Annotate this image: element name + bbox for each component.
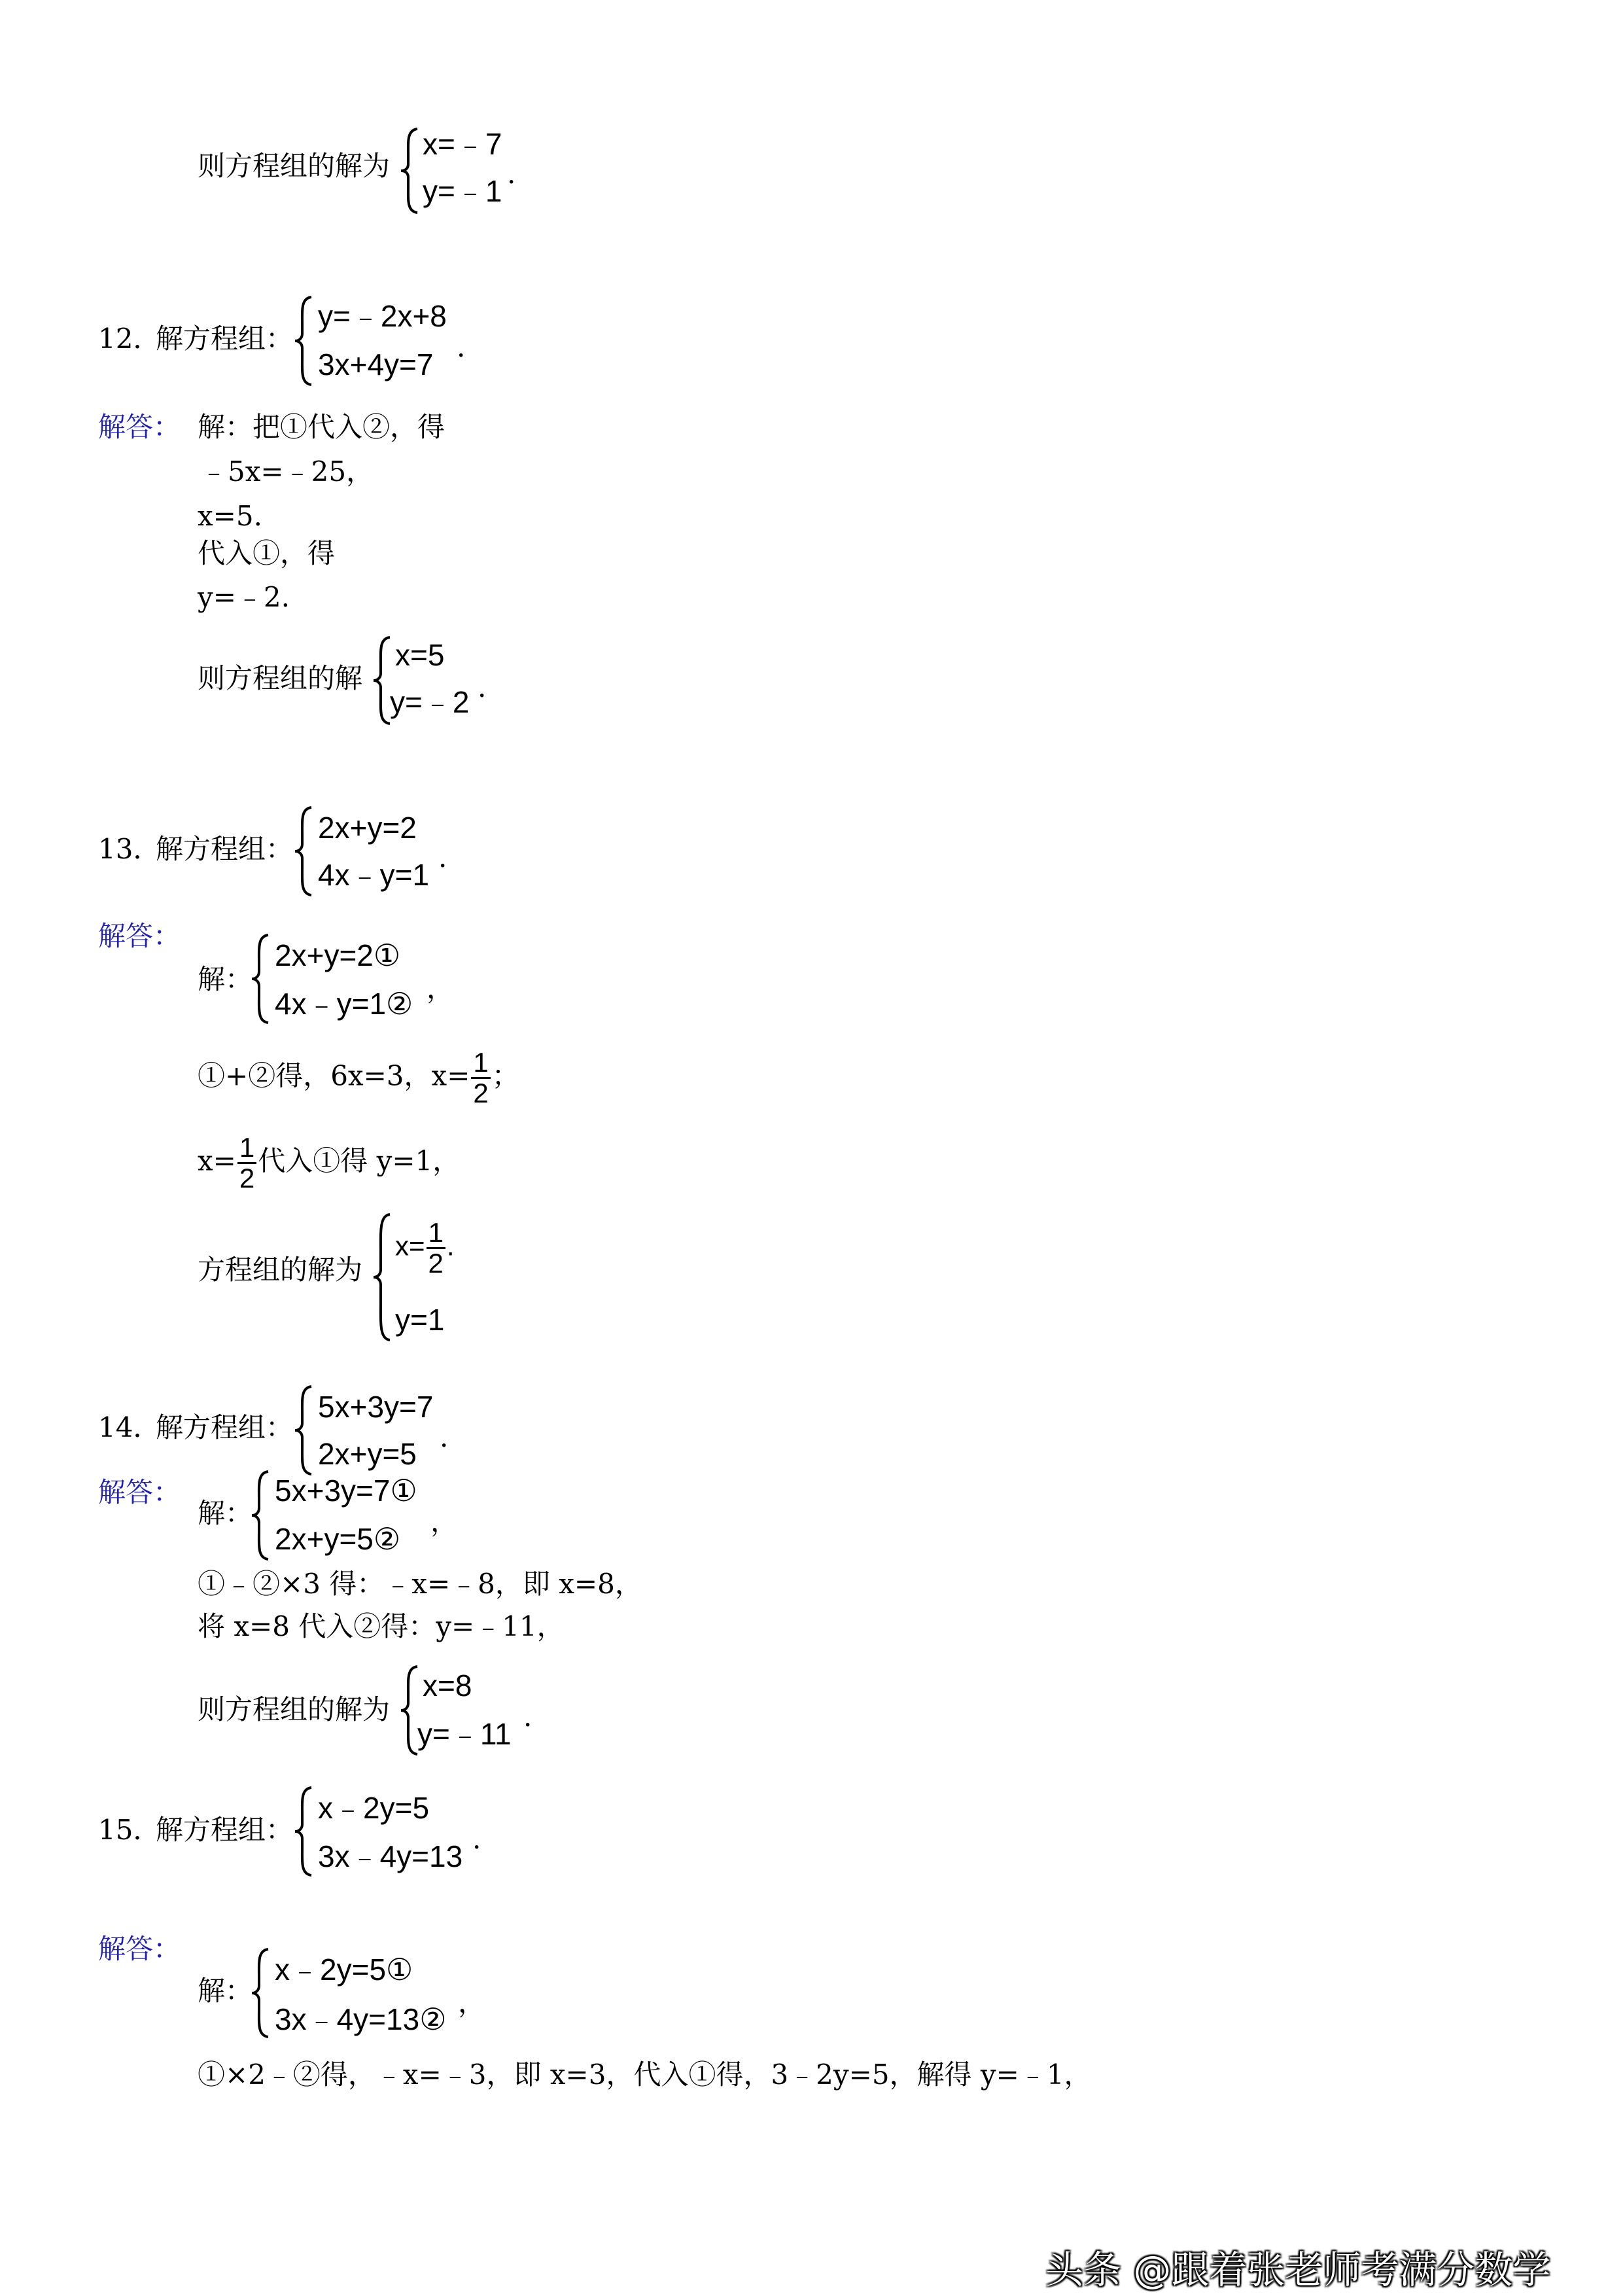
equation-row: 5x+3y=7 xyxy=(318,1390,434,1424)
solution-conclusion: 方程组的解为 xyxy=(198,1254,363,1286)
solution-prefix: 解： xyxy=(198,1975,253,2007)
answer-label: 解答： xyxy=(98,920,181,952)
brace-icon xyxy=(292,805,315,898)
solution-conclusion: 则方程组的解 xyxy=(198,662,363,694)
solution-conclusion: 则方程组的解为 xyxy=(198,1693,391,1725)
brace-icon xyxy=(249,1947,272,2040)
semicolon: ； xyxy=(491,1059,519,1092)
period: . xyxy=(472,1823,481,1855)
problem-stem: 解方程组： xyxy=(156,1814,294,1846)
equation-system xyxy=(292,1384,462,1477)
equation-system xyxy=(370,1212,514,1343)
period: . xyxy=(446,1230,455,1262)
equation-text: x= xyxy=(395,1230,425,1262)
solution-line: 将 x=8 代入②得：y=﹣11， xyxy=(198,1610,565,1642)
equation-system xyxy=(292,805,462,898)
period: . xyxy=(478,671,487,703)
equation-row: 2x+y=2 xyxy=(318,811,417,845)
equation-row: 4x﹣y=1 xyxy=(318,858,430,892)
fraction xyxy=(237,1133,256,1193)
problem-stem: 解方程组： xyxy=(156,833,294,865)
numerator: 1 xyxy=(237,1133,256,1164)
watermark: 头条 @跟着张老师考满分数学 xyxy=(1045,2248,1551,2292)
equation-row: y=﹣1 xyxy=(423,174,502,208)
equation-row: y=﹣2 xyxy=(390,685,470,719)
solution-prefix: 解： xyxy=(198,963,253,995)
problem-number: 13． xyxy=(98,833,161,865)
period: . xyxy=(438,841,447,874)
equation-row: x=8 xyxy=(423,1669,472,1703)
problem-number: 15． xyxy=(98,1814,161,1846)
solution-line xyxy=(198,1048,519,1108)
equation-system xyxy=(249,1947,471,2040)
comma: ， xyxy=(430,1506,459,1538)
equation-row: 4x﹣y=1② xyxy=(275,987,413,1021)
solution-line: ﹣5x=﹣25， xyxy=(200,455,374,487)
equation-row: y=1 xyxy=(395,1303,445,1337)
denominator: 2 xyxy=(473,1078,489,1109)
brace-icon xyxy=(249,1469,272,1562)
equation-row: 2x+y=5② xyxy=(275,1522,401,1556)
equation-system xyxy=(398,1664,542,1757)
equation-row xyxy=(395,1218,455,1278)
solution-text: ①+②得，6x=3，x= xyxy=(198,1059,470,1092)
equation-row: x﹣2y=5 xyxy=(318,1791,430,1825)
period: . xyxy=(440,1421,449,1453)
solution-line: 代入①，得 xyxy=(198,537,336,569)
equation-row: y=﹣2x+8 xyxy=(318,299,447,333)
solution-line: x=5. xyxy=(198,500,262,532)
solution-line: ①﹣②×3 得：﹣x=﹣8，即 x=8， xyxy=(198,1568,642,1600)
solution-line: y=﹣2. xyxy=(198,581,290,613)
brace-icon xyxy=(292,294,315,387)
equation-system xyxy=(249,1469,445,1562)
answer-label: 解答： xyxy=(98,411,181,443)
equation-row: 2x+y=2① xyxy=(275,938,401,972)
equation-row: 2x+y=5 xyxy=(318,1437,417,1471)
brace-icon xyxy=(370,1212,394,1343)
problem-number: 12． xyxy=(98,323,161,355)
period: . xyxy=(507,158,516,190)
problem-number: 14． xyxy=(98,1411,161,1443)
comma: ， xyxy=(458,1987,486,2019)
solution-prefix: 解： xyxy=(198,1497,253,1529)
equation-system xyxy=(249,932,445,1025)
solution-text: 代入①得 y=1， xyxy=(258,1144,461,1177)
solution-line: ①×2﹣②得，﹣x=﹣3，即 x=3，代入①得，3﹣2y=5，解得 y=﹣1， xyxy=(198,2058,1092,2091)
solution-text: x= xyxy=(198,1144,236,1177)
equation-row: x=5 xyxy=(395,638,445,672)
equation-row: x=﹣7 xyxy=(423,127,502,161)
fraction xyxy=(471,1048,490,1108)
brace-icon xyxy=(292,1785,315,1878)
problem-stem: 解方程组： xyxy=(156,323,294,355)
solution-line xyxy=(198,1133,460,1193)
numerator: 1 xyxy=(471,1048,490,1079)
numerator: 1 xyxy=(427,1218,445,1249)
period: . xyxy=(523,1701,532,1733)
equation-row: 5x+3y=7① xyxy=(275,1474,417,1508)
brace-icon xyxy=(249,932,272,1025)
equation-row: y=﹣11 xyxy=(417,1717,512,1751)
problem-stem: 解方程组： xyxy=(156,1411,294,1443)
solution-line: 解：把①代入②，得 xyxy=(198,411,445,443)
answer-label: 解答： xyxy=(98,1476,181,1508)
period: . xyxy=(457,331,466,363)
comma: ， xyxy=(427,972,455,1004)
solution-conclusion: 则方程组的解为 xyxy=(198,150,391,182)
denominator: 2 xyxy=(239,1163,255,1194)
denominator: 2 xyxy=(428,1248,444,1279)
equation-system xyxy=(292,1785,501,1878)
brace-icon xyxy=(292,1384,315,1477)
equation-row: 3x+4y=7 xyxy=(318,347,434,381)
answer-label: 解答： xyxy=(98,1933,181,1965)
equation-row: 3x﹣4y=13 xyxy=(318,1839,463,1873)
equation-row: x﹣2y=5① xyxy=(275,1952,413,1987)
brace-icon xyxy=(398,126,421,215)
equation-row: 3x﹣4y=13② xyxy=(275,2002,447,2036)
fraction xyxy=(427,1218,445,1278)
